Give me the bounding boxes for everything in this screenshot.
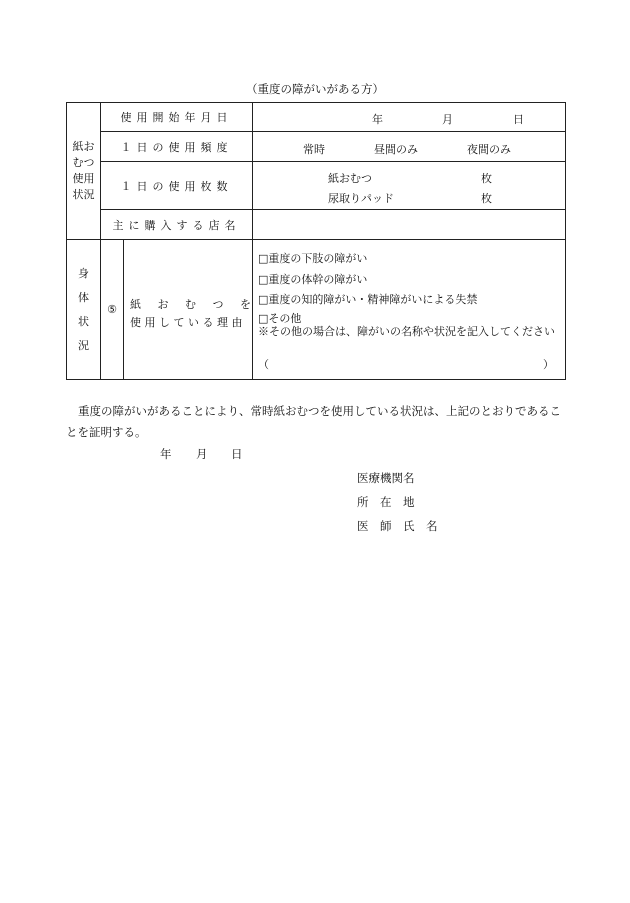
checkbox-intellectual-mental[interactable]: □重度の知的障がい・精神障がいによる失禁 bbox=[258, 293, 478, 306]
doctor-label: 医 師 氏 名 bbox=[357, 519, 438, 533]
institution-label: 医療機関名 bbox=[357, 471, 415, 485]
usage-title-line: 状況 bbox=[72, 188, 95, 201]
frequency-label: １日の使用頻度 bbox=[120, 140, 233, 154]
body-title-char: 況 bbox=[78, 338, 89, 352]
cert-date-year: 年 bbox=[160, 447, 172, 461]
certification-text: 重度の障がいがあることにより、常時紙おむつを使用している状況は、上記のとおりであることを証明する。 bbox=[66, 404, 561, 439]
body-title-char: 体 bbox=[78, 290, 89, 304]
usage-title-line: 使用 bbox=[72, 172, 95, 185]
item-number: ⑤ bbox=[107, 303, 117, 316]
frequency-option-always[interactable]: 常時 bbox=[303, 143, 325, 156]
count-item-pad: 尿取りパッド bbox=[328, 192, 394, 205]
column-divider bbox=[123, 239, 124, 379]
start-year-label: 年 bbox=[372, 113, 383, 126]
cert-date-month: 月 bbox=[196, 447, 208, 461]
count-label: １日の使用枚数 bbox=[120, 179, 233, 193]
address-label: 所 在 地 bbox=[357, 495, 415, 509]
other-note: ※その他の場合は、障がいの名称や状況を記入してください bbox=[258, 325, 555, 338]
reason-label-line2: 使用している理由 bbox=[130, 316, 246, 329]
body-section-title bbox=[67, 240, 100, 379]
usage-table bbox=[66, 102, 566, 380]
count-unit-pad: 枚 bbox=[481, 192, 492, 205]
cert-date-day: 日 bbox=[231, 447, 243, 461]
store-label: 主に購入する店名 bbox=[112, 218, 241, 232]
section-divider bbox=[67, 239, 565, 240]
checkbox-other[interactable]: □その他 bbox=[258, 312, 302, 325]
item-number-cell bbox=[101, 240, 123, 379]
other-detail-close-paren: ） bbox=[543, 358, 554, 371]
start-date-label: 使用開始年月日 bbox=[120, 111, 233, 124]
usage-section-title bbox=[67, 103, 100, 239]
other-detail-open-paren: （ bbox=[258, 358, 269, 371]
form-heading: （重度の障がいがある方） bbox=[246, 82, 384, 96]
usage-title-line: むつ bbox=[72, 156, 95, 169]
frequency-option-nighttime[interactable]: 夜間のみ bbox=[467, 143, 511, 156]
count-item-diaper: 紙おむつ bbox=[328, 172, 372, 185]
count-unit-diaper: 枚 bbox=[481, 172, 492, 185]
column-divider bbox=[252, 103, 253, 379]
usage-title-line: 紙お bbox=[72, 140, 95, 153]
checkbox-trunk[interactable]: □重度の体幹の障がい bbox=[258, 272, 368, 286]
start-month-label: 月 bbox=[442, 113, 453, 126]
body-title-char: 状 bbox=[78, 314, 89, 328]
checkbox-lower-limb[interactable]: □重度の下肢の障がい bbox=[258, 252, 368, 265]
body-title-char: 身 bbox=[78, 266, 89, 280]
reason-label-line1: 紙おむつを bbox=[130, 298, 268, 311]
reason-checklist bbox=[258, 249, 477, 311]
frequency-option-daytime[interactable]: 昼間のみ bbox=[374, 143, 418, 156]
start-day-label: 日 bbox=[513, 113, 524, 126]
